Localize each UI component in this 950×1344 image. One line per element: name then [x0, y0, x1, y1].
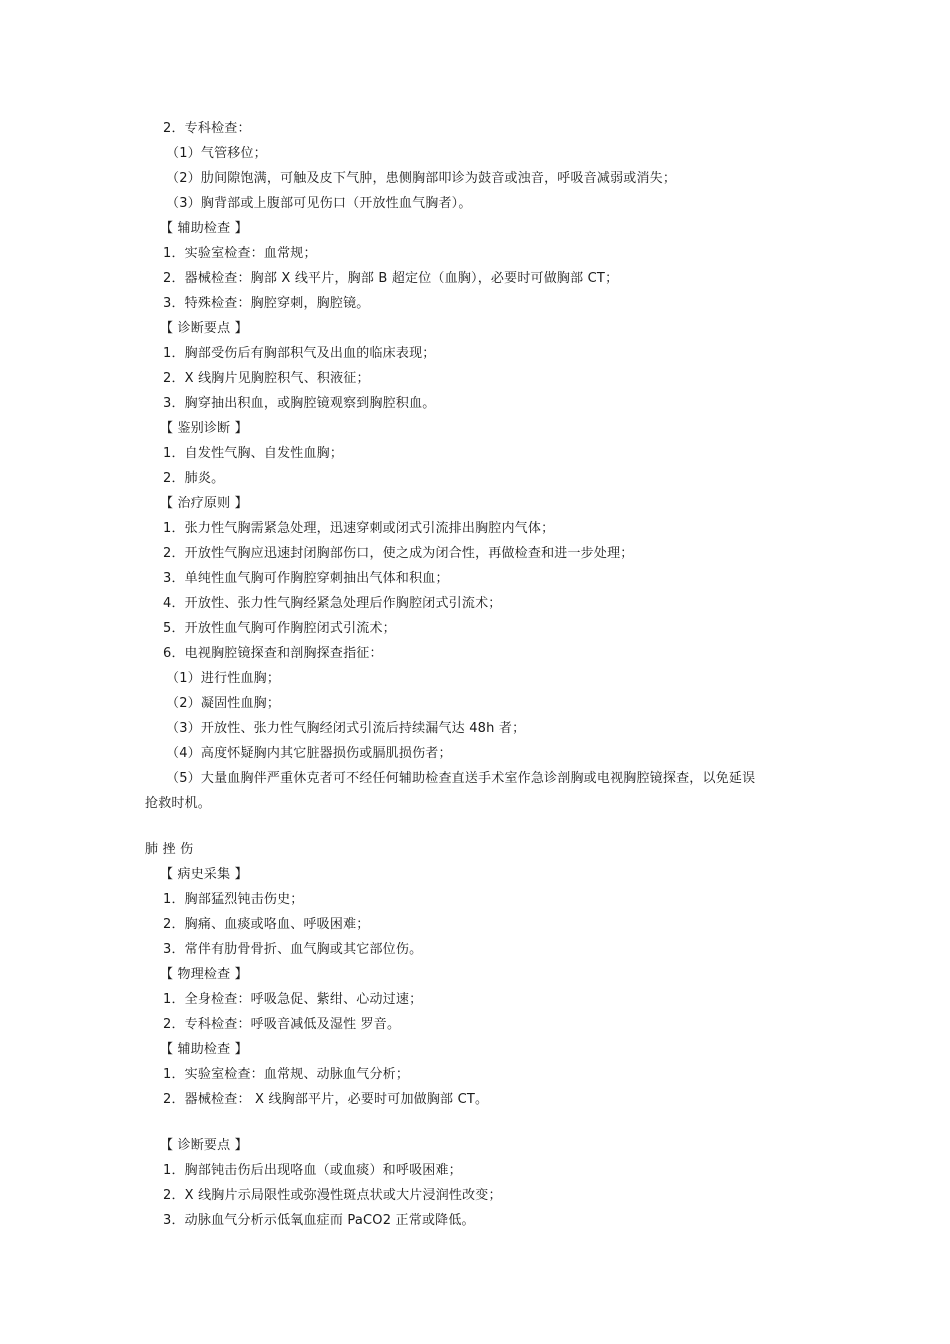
section-heading: 【 诊断要点 】: [160, 1138, 248, 1153]
text-line: 4．开放性、张力性气胸经紧急处理后作胸腔闭式引流术；: [163, 596, 502, 611]
text-line: 3．特殊检查：胸腔穿刺，胸腔镜。: [163, 296, 370, 311]
section-heading: 【 辅助检查 】: [160, 221, 248, 236]
text-line: 1．实验室检查：血常规；: [163, 246, 317, 261]
text-line: （5）大量血胸伴严重休克者可不经任何辅助检查直送手术室作急诊剖胸或电视胸腔镜探查，以免延误: [166, 771, 756, 786]
text-line: 2．肺炎。: [163, 471, 225, 486]
section-heading: 【 治疗原则 】: [160, 496, 248, 511]
text-line: 2．X 线胸片见胸腔积气、积液征；: [163, 371, 370, 386]
section-heading: 【 诊断要点 】: [160, 321, 248, 336]
text-line: 5．开放性血气胸可作胸腔闭式引流术；: [163, 621, 396, 636]
section-heading: 【 鉴别诊断 】: [160, 421, 248, 436]
text-line: 1．胸部猛烈钝击伤史；: [163, 892, 304, 907]
section-heading: 【 病史采集 】: [160, 867, 248, 882]
text-line: （3）胸背部或上腹部可见伤口（开放性血气胸者）。: [166, 196, 472, 211]
document-heading: 肺 挫 伤: [145, 842, 194, 857]
text-line: 6．电视胸腔镜探查和剖胸探查指征：: [163, 646, 383, 661]
text-line: 3．单纯性血气胸可作胸腔穿刺抽出气体和积血；: [163, 571, 449, 586]
text-line: （1）进行性血胸；: [166, 671, 281, 686]
text-line: （1）气管移位；: [166, 146, 267, 161]
text-line: 2．胸痛、血痰或咯血、呼吸困难；: [163, 917, 370, 932]
text-line: 3．常伴有肋骨骨折、血气胸或其它部位伤。: [163, 942, 423, 957]
text-line: 1．自发性气胸、自发性血胸；: [163, 446, 344, 461]
text-line: 3．动脉血气分析示低氧血症而 PaCO2 正常或降低。: [163, 1213, 475, 1228]
text-line: 2．器械检查：胸部 X 线平片，胸部 B 超定位（血胸），必要时可做胸部 CT；: [163, 271, 619, 286]
text-line: 2．开放性气胸应迅速封闭胸部伤口，使之成为闭合性，再做检查和进一步处理；: [163, 546, 634, 561]
text-line: 1．张力性气胸需紧急处理，迅速穿刺或闭式引流排出胸腔内气体；: [163, 521, 555, 536]
section-heading: 【 辅助检查 】: [160, 1042, 248, 1057]
text-line: 2．X 线胸片示局限性或弥漫性斑点状或大片浸润性改变；: [163, 1188, 502, 1203]
text-line: 1．实验室检查：血常规、动脉血气分析；: [163, 1067, 410, 1082]
text-line: 抢救时机。: [145, 796, 212, 811]
text-line: 1．胸部钝击伤后出现咯血（或血痰）和呼吸困难；: [163, 1163, 462, 1178]
text-line: 1．胸部受伤后有胸部积气及出血的临床表现；: [163, 346, 436, 361]
text-line: （3）开放性、张力性气胸经闭式引流后持续漏气达 48h 者；: [166, 721, 526, 736]
text-line: 3．胸穿抽出积血，或胸腔镜观察到胸腔积血。: [163, 396, 436, 411]
text-line: 2．专科检查：: [163, 121, 251, 136]
text-line: （4）高度怀疑胸内其它脏器损伤或膈肌损伤者；: [166, 746, 452, 761]
text-line: 2．专科检查：呼吸音减低及湿性 罗音。: [163, 1017, 401, 1032]
section-heading: 【 物理检查 】: [160, 967, 248, 982]
text-line: （2）凝固性血胸；: [166, 696, 281, 711]
text-line: 1．全身检查：呼吸急促、紫绀、心动过速；: [163, 992, 423, 1007]
text-line: （2）肋间隙饱满，可触及皮下气肿，患侧胸部叩诊为鼓音或浊音，呼吸音减弱或消失；: [166, 171, 677, 186]
text-line: 2．器械检查： X 线胸部平片，必要时可加做胸部 CT。: [163, 1092, 489, 1107]
